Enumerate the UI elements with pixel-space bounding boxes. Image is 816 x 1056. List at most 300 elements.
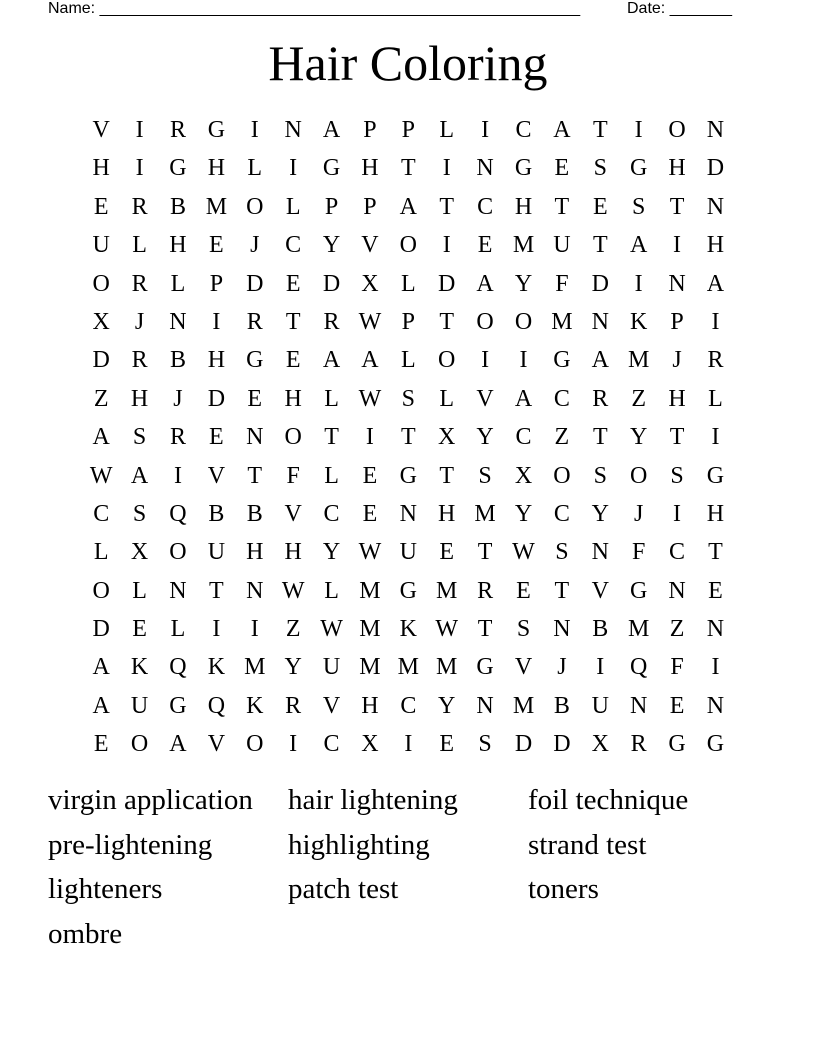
grid-letter[interactable]: U bbox=[399, 539, 417, 566]
grid-letter[interactable]: O bbox=[130, 731, 149, 758]
grid-letter[interactable]: C bbox=[323, 500, 340, 527]
grid-letter[interactable]: O bbox=[438, 347, 456, 374]
grid-letter[interactable]: R bbox=[246, 308, 263, 335]
grid-letter[interactable]: U bbox=[591, 692, 609, 719]
grid-letter[interactable]: L bbox=[708, 385, 723, 412]
grid-letter[interactable]: V bbox=[207, 462, 226, 489]
grid-letter[interactable]: S bbox=[401, 385, 415, 412]
grid-letter[interactable]: F bbox=[555, 270, 569, 297]
grid-letter[interactable]: A bbox=[514, 385, 533, 412]
grid-letter[interactable]: N bbox=[399, 500, 417, 527]
grid-letter[interactable]: S bbox=[478, 731, 492, 758]
grid-letter[interactable]: A bbox=[92, 424, 110, 451]
grid-letter[interactable]: E bbox=[708, 577, 723, 604]
grid-letter[interactable]: J bbox=[557, 654, 567, 681]
grid-letter[interactable]: P bbox=[209, 270, 224, 297]
grid-letter[interactable]: N bbox=[169, 308, 187, 335]
grid-letter[interactable]: E bbox=[439, 539, 455, 566]
grid-letter[interactable]: D bbox=[706, 155, 725, 182]
grid-letter[interactable]: V bbox=[284, 500, 302, 527]
grid-letter[interactable]: Z bbox=[93, 385, 109, 412]
grid-letter[interactable]: I bbox=[250, 616, 259, 643]
grid-letter[interactable]: K bbox=[399, 616, 417, 643]
grid-letter[interactable]: I bbox=[481, 347, 490, 374]
word-bank-item: hair lightening bbox=[288, 784, 458, 816]
grid-letter[interactable]: S bbox=[478, 462, 492, 489]
grid-letter[interactable]: I bbox=[442, 232, 451, 259]
grid-letter[interactable]: I bbox=[519, 347, 528, 374]
grid-letter[interactable]: E bbox=[477, 232, 493, 259]
grid-letter[interactable]: I bbox=[173, 462, 182, 489]
grid-letter[interactable]: T bbox=[439, 462, 455, 489]
grid-letter[interactable]: A bbox=[629, 232, 648, 259]
grid-letter[interactable]: E bbox=[362, 500, 378, 527]
grid-letter[interactable]: T bbox=[592, 424, 608, 451]
grid-letter[interactable]: N bbox=[169, 577, 187, 604]
grid-row bbox=[82, 725, 735, 763]
grid-letter[interactable]: T bbox=[669, 193, 685, 220]
grid-letter[interactable]: N bbox=[706, 193, 725, 220]
grid-letter[interactable]: V bbox=[591, 577, 609, 604]
grid-letter[interactable]: H bbox=[361, 155, 379, 182]
grid-letter[interactable]: E bbox=[285, 347, 301, 374]
grid-letter[interactable]: I bbox=[250, 117, 259, 143]
grid-letter[interactable]: O bbox=[514, 308, 533, 335]
grid-letter[interactable]: V bbox=[361, 232, 379, 259]
grid-letter[interactable]: I bbox=[289, 731, 298, 758]
grid-letter[interactable]: E bbox=[669, 692, 685, 719]
grid-letter[interactable]: G bbox=[246, 347, 264, 374]
grid-letter[interactable]: I bbox=[711, 654, 720, 681]
grid-letter[interactable]: K bbox=[629, 308, 648, 335]
grid-letter[interactable]: P bbox=[363, 193, 377, 220]
grid-letter[interactable]: G bbox=[322, 155, 341, 182]
grid-letter[interactable]: W bbox=[320, 616, 343, 643]
grid-letter[interactable]: R bbox=[169, 424, 186, 451]
grid-letter[interactable]: E bbox=[439, 731, 455, 758]
grid-letter[interactable]: A bbox=[553, 117, 571, 143]
grid-letter[interactable]: T bbox=[477, 616, 493, 643]
grid-letter[interactable]: P bbox=[670, 308, 684, 335]
grid-letter[interactable]: V bbox=[514, 654, 533, 681]
grid-letter[interactable]: N bbox=[591, 539, 609, 566]
grid-letter[interactable]: G bbox=[629, 577, 648, 604]
grid-letter[interactable]: L bbox=[170, 616, 186, 643]
grid-letter[interactable]: N bbox=[668, 270, 686, 297]
grid-letter[interactable]: I bbox=[673, 232, 682, 259]
grid-letter[interactable]: Y bbox=[322, 539, 341, 566]
grid-letter[interactable]: W bbox=[435, 616, 459, 643]
grid-letter[interactable]: R bbox=[131, 270, 148, 297]
grid-letter[interactable]: Z bbox=[285, 616, 301, 643]
grid-letter[interactable]: S bbox=[593, 155, 607, 182]
grid-letter[interactable]: C bbox=[477, 193, 494, 220]
grid-letter[interactable]: E bbox=[93, 731, 109, 758]
grid-letter[interactable]: V bbox=[322, 692, 341, 719]
grid-letter[interactable]: I bbox=[212, 616, 221, 643]
grid-letter[interactable]: W bbox=[89, 462, 113, 489]
grid-letter[interactable]: Z bbox=[669, 616, 685, 643]
grid-letter[interactable]: C bbox=[515, 424, 532, 451]
grid-letter[interactable]: N bbox=[706, 117, 725, 143]
grid-letter[interactable]: M bbox=[512, 692, 535, 719]
grid-letter[interactable]: E bbox=[209, 232, 224, 259]
grid-letter[interactable]: H bbox=[668, 385, 686, 412]
grid-letter[interactable]: E bbox=[516, 577, 531, 604]
grid-letter[interactable]: H bbox=[438, 500, 456, 527]
grid-letter[interactable]: C bbox=[553, 385, 570, 412]
grid-letter[interactable]: N bbox=[553, 616, 571, 643]
grid-letter[interactable]: A bbox=[591, 347, 609, 374]
grid-letter[interactable]: J bbox=[633, 500, 644, 527]
grid-letter[interactable]: F bbox=[286, 462, 300, 489]
grid-letter[interactable]: O bbox=[284, 424, 302, 451]
grid-letter[interactable]: U bbox=[322, 654, 341, 681]
grid-letter[interactable]: G bbox=[553, 347, 571, 374]
grid-row bbox=[82, 380, 735, 418]
grid-letter[interactable]: Y bbox=[591, 500, 609, 527]
grid-letter[interactable]: Y bbox=[284, 654, 302, 681]
grid-letter[interactable]: X bbox=[591, 731, 609, 758]
grid-letter[interactable]: C bbox=[93, 500, 110, 527]
grid-letter[interactable]: W bbox=[512, 539, 535, 566]
grid-letter[interactable]: T bbox=[209, 577, 224, 604]
grid-letter[interactable]: G bbox=[706, 462, 725, 489]
grid-letter[interactable]: N bbox=[706, 616, 725, 643]
grid-letter[interactable]: T bbox=[285, 308, 301, 335]
grid-letter[interactable]: K bbox=[246, 692, 264, 719]
grid-letter[interactable]: I bbox=[596, 654, 605, 681]
grid-letter[interactable]: C bbox=[669, 539, 686, 566]
grid-letter[interactable]: H bbox=[706, 232, 725, 259]
grid-letter[interactable]: I bbox=[634, 270, 643, 297]
grid-letter[interactable]: O bbox=[246, 731, 264, 758]
grid-letter[interactable]: C bbox=[515, 117, 532, 143]
grid-row bbox=[82, 648, 735, 686]
grid-letter[interactable]: J bbox=[134, 308, 145, 335]
grid-letter[interactable]: H bbox=[284, 539, 302, 566]
grid-letter[interactable]: C bbox=[285, 232, 302, 259]
grid-letter[interactable]: G bbox=[399, 577, 417, 604]
grid-letter[interactable]: K bbox=[207, 654, 226, 681]
grid-letter[interactable]: I bbox=[711, 424, 720, 451]
grid-letter[interactable]: Q bbox=[169, 654, 187, 681]
grid-letter[interactable]: R bbox=[285, 692, 302, 719]
grid-letter[interactable]: S bbox=[631, 193, 646, 220]
grid-letter[interactable]: T bbox=[554, 193, 570, 220]
grid-letter[interactable]: M bbox=[359, 577, 381, 604]
grid-letter[interactable]: M bbox=[244, 654, 266, 681]
grid-letter[interactable]: D bbox=[92, 347, 110, 374]
grid-letter[interactable]: U bbox=[92, 232, 110, 259]
grid-letter[interactable]: I bbox=[711, 308, 720, 335]
grid-letter[interactable]: M bbox=[627, 616, 650, 643]
grid-letter[interactable]: V bbox=[476, 385, 494, 412]
grid-letter[interactable]: B bbox=[208, 500, 225, 527]
grid-letter[interactable]: N bbox=[591, 308, 609, 335]
grid-letter[interactable]: W bbox=[358, 385, 382, 412]
name-field[interactable]: Name: ______________________________________________________ bbox=[48, 0, 581, 17]
grid-letter[interactable]: N bbox=[668, 577, 686, 604]
grid-letter[interactable]: M bbox=[436, 577, 458, 604]
grid-letter[interactable]: I bbox=[135, 117, 144, 143]
grid-letter[interactable]: G bbox=[399, 462, 417, 489]
grid-letter[interactable]: E bbox=[209, 424, 224, 451]
grid-letter[interactable]: Q bbox=[207, 692, 226, 719]
grid-letter[interactable]: T bbox=[439, 308, 455, 335]
grid-letter[interactable]: R bbox=[323, 308, 340, 335]
grid-letter[interactable]: T bbox=[669, 424, 685, 451]
grid-row bbox=[82, 265, 735, 303]
grid-letter[interactable]: I bbox=[212, 308, 221, 335]
grid-letter[interactable]: R bbox=[131, 347, 148, 374]
grid-letter[interactable]: C bbox=[553, 500, 570, 527]
grid-letter[interactable]: E bbox=[554, 155, 570, 182]
grid-letter[interactable]: M bbox=[474, 500, 496, 527]
grid-letter[interactable]: V bbox=[207, 731, 226, 758]
grid-letter[interactable]: A bbox=[322, 347, 341, 374]
grid-letter[interactable]: M bbox=[205, 193, 228, 220]
grid-letter[interactable]: W bbox=[358, 539, 382, 566]
grid-letter[interactable]: R bbox=[592, 385, 609, 412]
grid-letter[interactable]: Y bbox=[322, 232, 341, 259]
grid-letter[interactable]: T bbox=[592, 232, 608, 259]
grid-letter[interactable]: X bbox=[361, 731, 379, 758]
grid-letter[interactable]: S bbox=[132, 500, 147, 527]
grid-letter[interactable]: X bbox=[130, 539, 149, 566]
grid-letter[interactable]: G bbox=[706, 731, 725, 758]
grid-letter[interactable]: H bbox=[92, 155, 110, 182]
grid-letter[interactable]: N bbox=[284, 117, 302, 143]
grid-letter[interactable]: G bbox=[668, 731, 686, 758]
grid-letter[interactable]: G bbox=[169, 155, 187, 182]
grid-letter[interactable]: I bbox=[365, 424, 374, 451]
grid-letter[interactable]: R bbox=[630, 731, 647, 758]
grid-letter[interactable]: A bbox=[130, 462, 149, 489]
grid-letter[interactable]: O bbox=[553, 462, 571, 489]
grid-letter[interactable]: X bbox=[438, 424, 456, 451]
grid-letter[interactable]: H bbox=[207, 347, 226, 374]
grid-letter[interactable]: M bbox=[397, 654, 419, 681]
grid-letter[interactable]: O bbox=[629, 462, 648, 489]
grid-letter[interactable]: B bbox=[246, 500, 263, 527]
grid-letter[interactable]: U bbox=[207, 539, 226, 566]
grid-letter[interactable]: S bbox=[555, 539, 569, 566]
grid-letter[interactable]: B bbox=[169, 193, 186, 220]
grid-letter[interactable]: Y bbox=[476, 424, 494, 451]
grid-letter[interactable]: V bbox=[92, 117, 110, 143]
grid-letter[interactable]: N bbox=[246, 424, 264, 451]
grid-letter[interactable]: R bbox=[169, 117, 186, 143]
grid-letter[interactable]: L bbox=[247, 155, 263, 182]
grid-letter[interactable]: A bbox=[92, 654, 110, 681]
grid-letter[interactable]: M bbox=[359, 654, 381, 681]
grid-letter[interactable]: P bbox=[363, 117, 377, 143]
grid-letter[interactable]: O bbox=[246, 193, 264, 220]
grid-letter[interactable]: E bbox=[285, 270, 301, 297]
grid-letter[interactable]: L bbox=[93, 539, 109, 566]
letter-grid bbox=[82, 111, 735, 764]
grid-letter[interactable]: D bbox=[92, 616, 110, 643]
grid-letter[interactable]: A bbox=[706, 270, 725, 297]
grid-letter[interactable]: L bbox=[400, 270, 416, 297]
grid-letter[interactable]: N bbox=[706, 692, 725, 719]
grid-letter[interactable]: O bbox=[476, 308, 494, 335]
grid-letter[interactable]: A bbox=[361, 347, 379, 374]
grid-letter[interactable]: O bbox=[92, 577, 110, 604]
grid-letter[interactable]: D bbox=[514, 731, 533, 758]
grid-letter[interactable]: M bbox=[359, 616, 381, 643]
grid-letter[interactable]: S bbox=[670, 462, 684, 489]
grid-letter[interactable]: C bbox=[400, 692, 417, 719]
grid-letter[interactable]: P bbox=[324, 193, 339, 220]
word-bank-item: highlighting bbox=[288, 828, 430, 861]
grid-letter[interactable]: I bbox=[135, 155, 144, 182]
grid-letter[interactable]: H bbox=[284, 385, 302, 412]
grid-letter[interactable]: E bbox=[93, 193, 109, 220]
grid-letter[interactable]: G bbox=[629, 155, 648, 182]
grid-letter[interactable]: Q bbox=[169, 500, 187, 527]
grid-letter[interactable]: X bbox=[361, 270, 379, 297]
grid-letter[interactable]: T bbox=[400, 424, 416, 451]
grid-letter[interactable]: C bbox=[323, 731, 340, 758]
grid-letter[interactable]: I bbox=[404, 731, 413, 758]
grid-letter[interactable]: S bbox=[516, 616, 531, 643]
grid-letter[interactable]: Z bbox=[631, 385, 646, 412]
grid-row bbox=[82, 418, 735, 456]
grid-letter[interactable]: Z bbox=[554, 424, 570, 451]
grid-letter[interactable]: O bbox=[92, 270, 110, 297]
grid-letter[interactable]: B bbox=[592, 616, 609, 643]
grid-letter[interactable]: T bbox=[477, 539, 493, 566]
grid-letter[interactable]: J bbox=[672, 347, 682, 374]
grid-letter[interactable]: H bbox=[169, 232, 187, 259]
grid-letter[interactable]: M bbox=[436, 654, 458, 681]
grid-letter[interactable]: H bbox=[706, 500, 725, 527]
grid-letter[interactable]: A bbox=[322, 117, 341, 143]
grid-letter[interactable]: T bbox=[324, 424, 339, 451]
grid-letter[interactable]: D bbox=[591, 270, 609, 297]
grid-letter[interactable]: M bbox=[512, 232, 535, 259]
grid-letter[interactable]: R bbox=[707, 347, 724, 374]
grid-letter[interactable]: D bbox=[438, 270, 456, 297]
grid-letter[interactable]: I bbox=[481, 117, 490, 143]
grid-letter[interactable]: L bbox=[132, 232, 147, 259]
grid-letter[interactable]: T bbox=[400, 155, 416, 182]
grid-letter[interactable]: J bbox=[250, 232, 260, 259]
grid-letter[interactable]: K bbox=[130, 654, 149, 681]
grid-letter[interactable]: L bbox=[285, 193, 301, 220]
grid-letter[interactable]: M bbox=[551, 308, 573, 335]
grid-letter[interactable]: E bbox=[247, 385, 263, 412]
grid-letter[interactable]: G bbox=[169, 692, 187, 719]
grid-letter[interactable]: D bbox=[553, 731, 571, 758]
grid-letter[interactable]: Y bbox=[438, 692, 456, 719]
grid-letter[interactable]: W bbox=[358, 308, 382, 335]
grid-letter[interactable]: A bbox=[169, 731, 187, 758]
grid-letter[interactable]: N bbox=[629, 692, 648, 719]
grid-letter[interactable]: T bbox=[247, 462, 263, 489]
grid-letter[interactable]: L bbox=[400, 347, 416, 374]
grid-letter[interactable]: Y bbox=[514, 500, 533, 527]
grid-letter[interactable]: D bbox=[322, 270, 341, 297]
grid-letter[interactable]: X bbox=[514, 462, 533, 489]
grid-letter[interactable]: R bbox=[477, 577, 494, 604]
grid-letter[interactable]: B bbox=[553, 692, 570, 719]
grid-letter[interactable]: J bbox=[173, 385, 183, 412]
grid-letter[interactable]: S bbox=[132, 424, 147, 451]
grid-letter[interactable]: H bbox=[207, 155, 226, 182]
grid-letter[interactable]: H bbox=[514, 193, 533, 220]
grid-letter[interactable]: L bbox=[324, 385, 339, 412]
grid-letter[interactable]: L bbox=[324, 577, 339, 604]
grid-letter[interactable]: Y bbox=[514, 270, 533, 297]
grid-letter[interactable]: A bbox=[92, 692, 110, 719]
grid-letter[interactable]: I bbox=[289, 155, 298, 182]
grid-letter[interactable]: E bbox=[592, 193, 608, 220]
grid-letter[interactable]: O bbox=[169, 539, 187, 566]
grid-letter[interactable]: H bbox=[246, 539, 264, 566]
grid-letter[interactable]: U bbox=[130, 692, 149, 719]
grid-letter[interactable]: F bbox=[670, 654, 684, 681]
grid-letter[interactable]: N bbox=[476, 155, 494, 182]
grid-letter[interactable]: F bbox=[631, 539, 646, 566]
grid-letter[interactable]: L bbox=[132, 577, 147, 604]
grid-letter[interactable]: H bbox=[668, 155, 686, 182]
grid-letter[interactable]: W bbox=[281, 577, 305, 604]
grid-letter[interactable]: L bbox=[439, 385, 455, 412]
date-field[interactable]: Date: _______ bbox=[627, 0, 732, 17]
grid-letter[interactable]: O bbox=[399, 232, 417, 259]
grid-letter[interactable]: U bbox=[553, 232, 571, 259]
grid-letter[interactable]: A bbox=[476, 270, 494, 297]
grid-row bbox=[82, 188, 735, 226]
grid-letter[interactable]: L bbox=[324, 462, 339, 489]
grid-letter[interactable]: S bbox=[593, 462, 607, 489]
grid-letter[interactable]: R bbox=[131, 193, 148, 220]
grid-letter[interactable]: I bbox=[442, 155, 451, 182]
grid-letter[interactable]: X bbox=[92, 308, 110, 335]
grid-letter[interactable]: N bbox=[476, 692, 494, 719]
grid-letter[interactable]: P bbox=[401, 308, 415, 335]
grid-letter[interactable]: E bbox=[362, 462, 378, 489]
grid-letter[interactable]: H bbox=[130, 385, 149, 412]
grid-letter[interactable]: D bbox=[207, 385, 226, 412]
grid-letter[interactable]: Q bbox=[629, 654, 648, 681]
grid-letter[interactable]: T bbox=[708, 539, 723, 566]
grid-letter[interactable]: T bbox=[554, 577, 570, 604]
grid-letter[interactable]: P bbox=[401, 117, 415, 143]
grid-letter[interactable]: I bbox=[634, 117, 643, 143]
grid-letter[interactable]: E bbox=[132, 616, 147, 643]
grid-letter[interactable]: M bbox=[627, 347, 650, 374]
grid-letter[interactable]: A bbox=[399, 193, 417, 220]
grid-letter[interactable]: L bbox=[170, 270, 186, 297]
grid-letter[interactable]: B bbox=[169, 347, 186, 374]
grid-letter[interactable]: L bbox=[439, 117, 455, 143]
grid-letter[interactable]: T bbox=[439, 193, 455, 220]
grid-letter[interactable]: N bbox=[246, 577, 264, 604]
grid-letter[interactable]: H bbox=[361, 692, 379, 719]
grid-letter[interactable]: T bbox=[592, 117, 608, 143]
grid-letter[interactable]: Y bbox=[629, 424, 648, 451]
grid-letter[interactable]: G bbox=[476, 654, 494, 681]
grid-letter[interactable]: G bbox=[207, 117, 226, 143]
grid-letter[interactable]: O bbox=[668, 117, 686, 143]
grid-letter[interactable]: G bbox=[514, 155, 533, 182]
grid-letter[interactable]: I bbox=[673, 500, 682, 527]
grid-letter[interactable]: D bbox=[246, 270, 264, 297]
